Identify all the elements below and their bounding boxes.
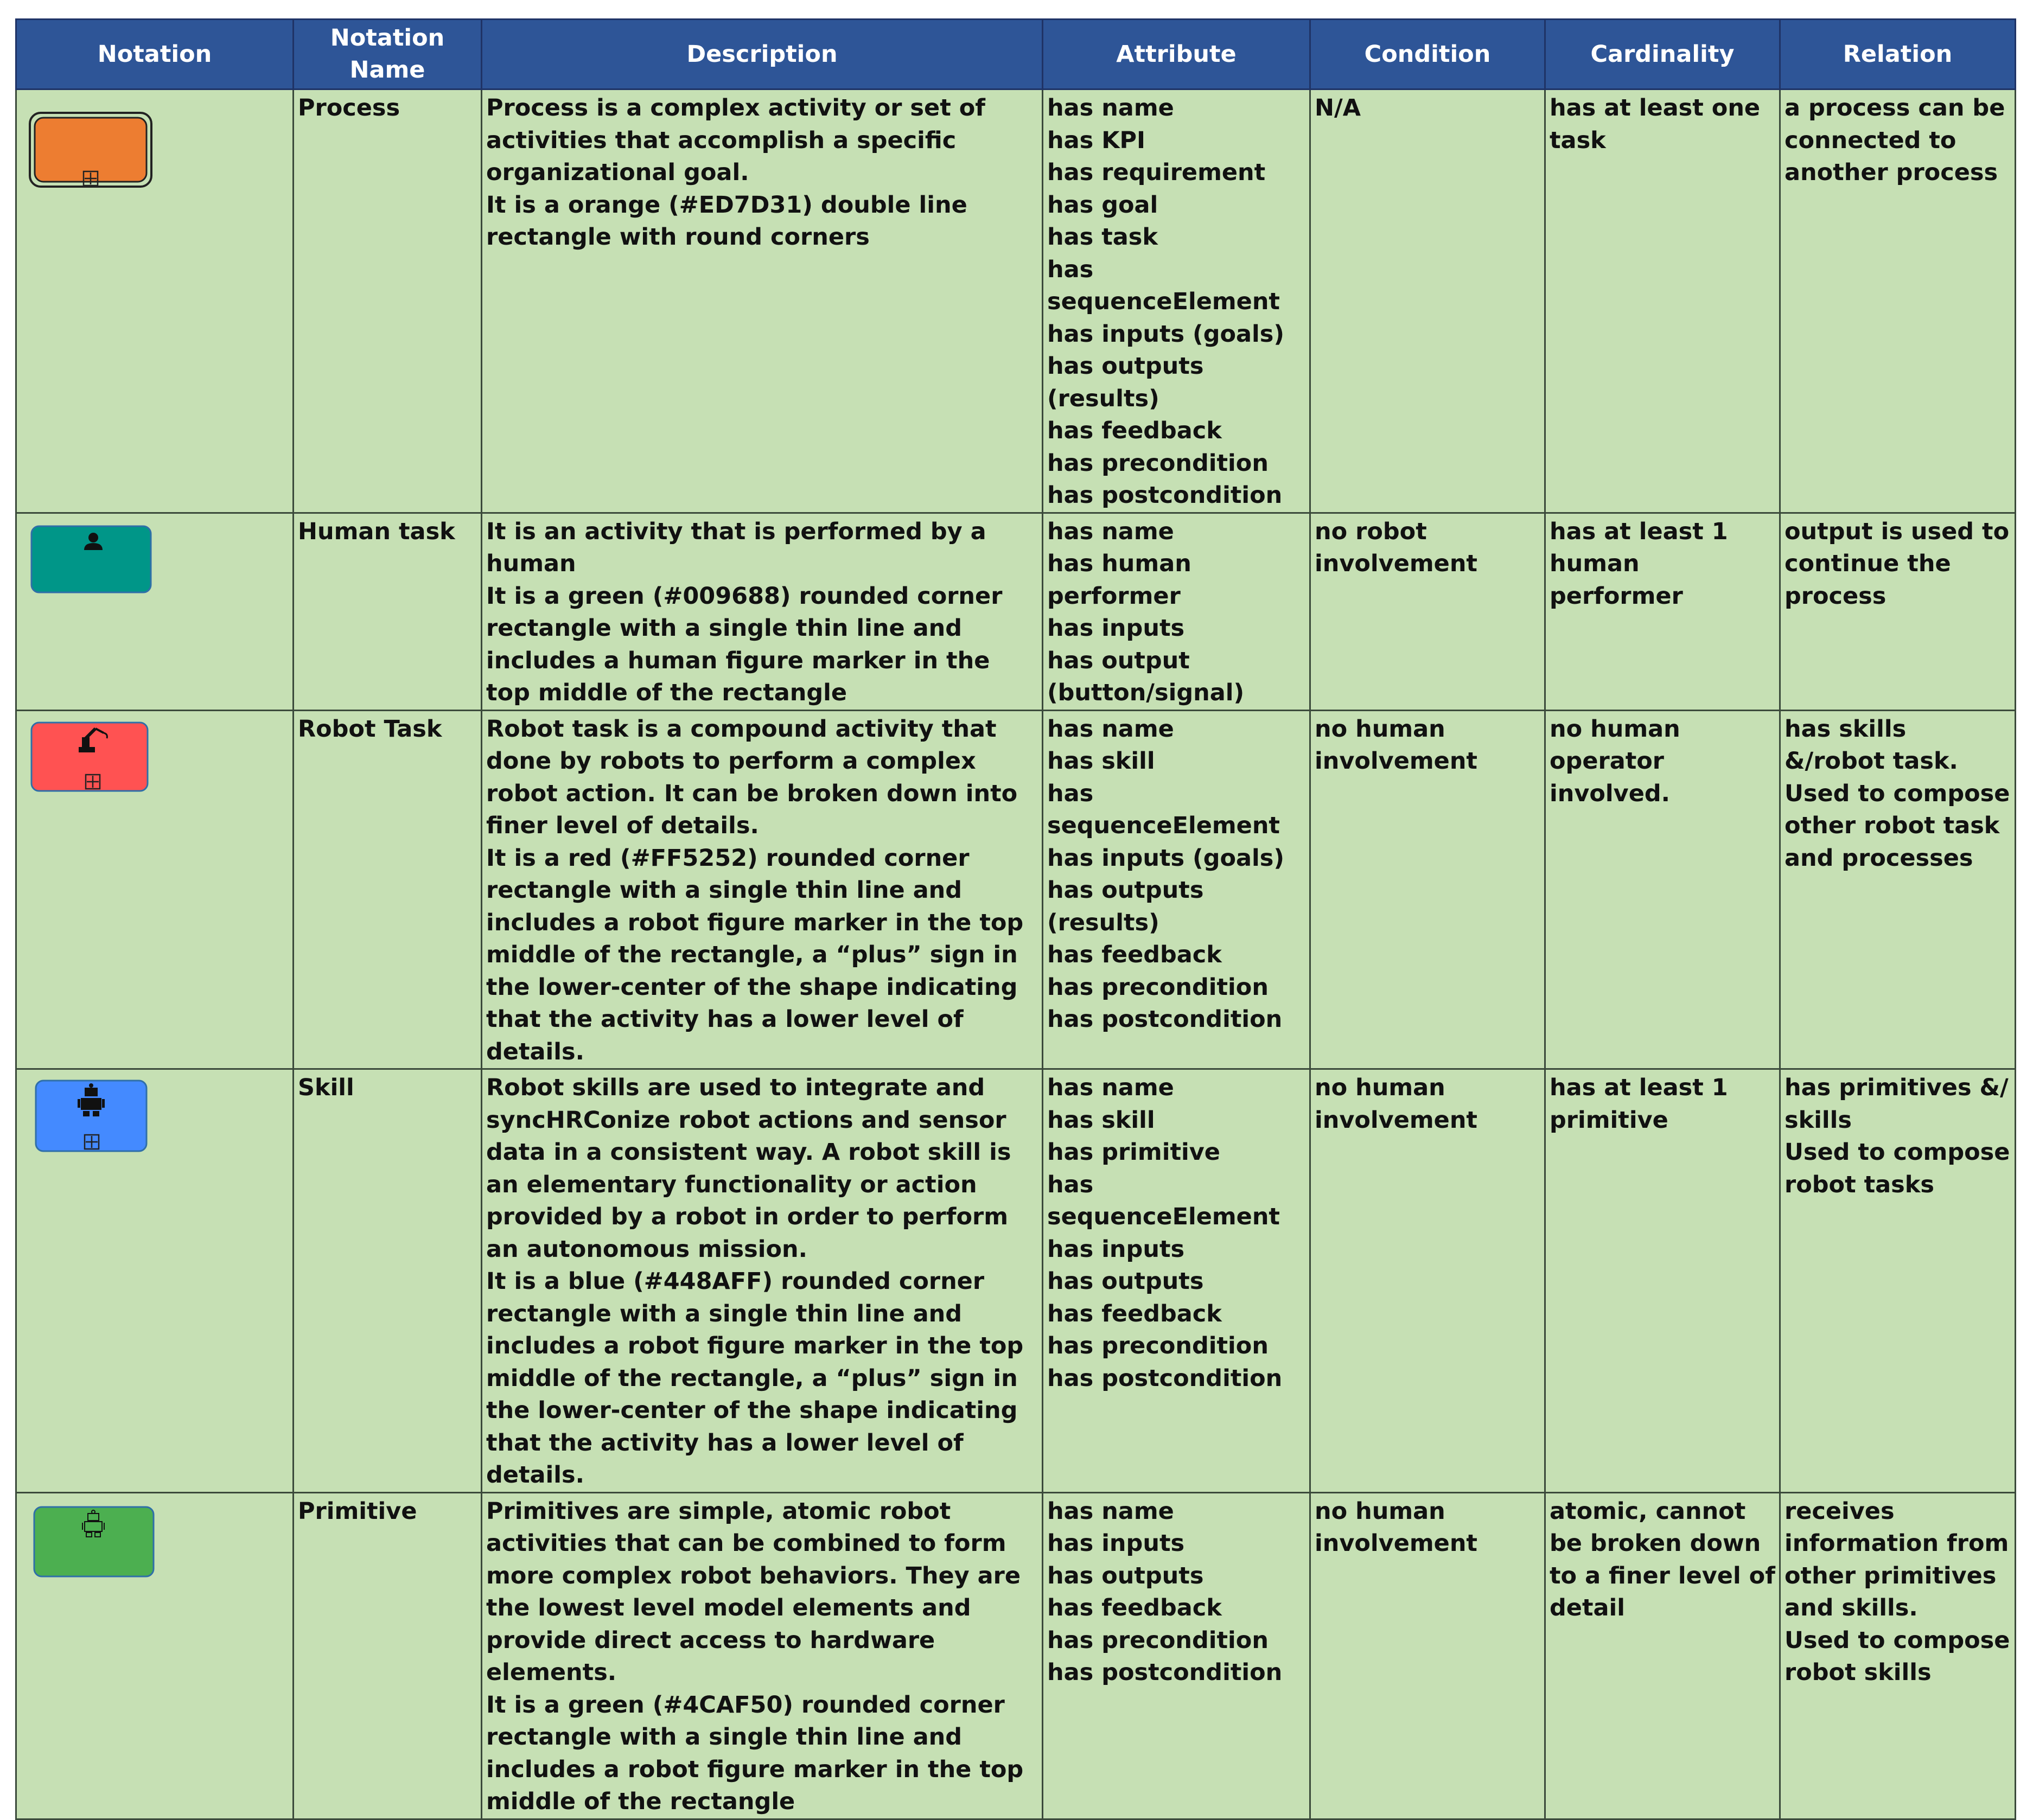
notation-cell [16, 1492, 294, 1819]
header-cardinality: Cardinality [1545, 20, 1780, 90]
robot-task-symbol [17, 721, 294, 802]
header-notation-name: Notation Name [294, 20, 482, 90]
header-row [16, 20, 2016, 90]
table-row [16, 90, 2016, 513]
description-cell: Robot skills are used to integrate and syncHRConize robot actions and sensor data in a consistent way. A robot skill is an elementary functionality or action provided by a robot in order to perform an autonomous mission. It is a blue (#448AFF) rounded corner rectangle with a single thin line and includes a robot figure marker in the top middle of the rectangle, a “plus” sign in the lower-center of the shape indicating that the activity has a lower level of details. [482, 1069, 1043, 1493]
notation-cell [16, 90, 294, 513]
description-cell: Primitives are simple, atomic robot activities that can be combined to form more complex robot behaviors. They are the lowest level model elements and provide direct access to hardware elements. It is a green (#4CAF50) rounded corner rectangle with a single thin line and includes a robot figure marker in the top middle of the rectangle [482, 1492, 1043, 1819]
condition-cell: no human involvement [1310, 710, 1545, 1069]
notation-name-cell: Skill [294, 1069, 482, 1493]
description-cell: It is an activity that is performed by a human It is a green (#009688) rounded corner rectangle with a single thin line and includes a human figure marker in the top middle of the rectangle [482, 513, 1043, 710]
table-row [16, 1492, 2016, 1819]
relation-cell: has primitives &/ skills Used to compose robot tasks [1780, 1069, 2016, 1493]
table-row [16, 513, 2016, 710]
table-row [16, 710, 2016, 1069]
cardinality-cell: has at least 1 primitive [1545, 1069, 1780, 1493]
relation-cell: receives information from other primitives and skills. Used to compose robot skills [1780, 1492, 2016, 1819]
condition-cell: no human involvement [1310, 1069, 1545, 1493]
condition-cell: N/A [1310, 90, 1545, 513]
relation-cell: a process can be connected to another process [1780, 90, 2016, 513]
human-task-symbol [17, 525, 294, 601]
notation-cell [16, 710, 294, 1069]
notation-table [15, 18, 2016, 1820]
notation-name-cell: Primitive [294, 1492, 482, 1819]
primitive-rect [34, 1507, 154, 1576]
header-attribute: Attribute [1043, 20, 1310, 90]
header-condition: Condition [1310, 20, 1545, 90]
description-cell: Robot task is a compound activity that done by robots to perform a complex robot action. It can be broken down into finer level of details. It is a red (#FF5252) rounded corner rectangle with a single thin line and includes a robot figure marker in the top middle of the rectangle, a “plus” sign in the lower-center of the shape indicating that the activity has a lower level of details. [482, 710, 1043, 1069]
attribute-cell: has name has KPI has requirement has goal has task has sequenceElement has inputs (goals) has outputs (results) has feedback has precondition has postcondition [1043, 90, 1310, 513]
cardinality-cell: has at least 1 human performer [1545, 513, 1780, 710]
notation-cell [16, 513, 294, 710]
notation-cell [16, 1069, 294, 1493]
attribute-cell: has name has skill has sequenceElement has inputs (goals) has outputs (results) has feedback has precondition has postcondition [1043, 710, 1310, 1069]
notation-name-cell: Human task [294, 513, 482, 710]
notation-name-cell: Robot Task [294, 710, 482, 1069]
header-notation: Notation [16, 20, 294, 90]
relation-cell: has skills &/robot task. Used to compose other robot task and processes [1780, 710, 2016, 1069]
process-inner-rect [35, 118, 146, 182]
cardinality-cell: has at least one task [1545, 90, 1780, 513]
skill-symbol [17, 1079, 294, 1160]
condition-cell: no robot involvement [1310, 513, 1545, 710]
header-description: Description [482, 20, 1043, 90]
relation-cell: output is used to continue the process [1780, 513, 2016, 710]
description-cell: Process is a complex activity or set of activities that accomplish a specific organizational goal. It is a orange (#ED7D31) double line rectangle with round corners [482, 90, 1043, 513]
process-symbol [17, 112, 294, 209]
cardinality-cell: atomic, cannot be broken down to a finer level of detail [1545, 1492, 1780, 1819]
notation-name-cell: Process [294, 90, 482, 513]
attribute-cell: has name has skill has primitive has sequenceElement has inputs has outputs has feedback has precondition has postcondition [1043, 1069, 1310, 1493]
header-relation: Relation [1780, 20, 2016, 90]
attribute-cell: has name has inputs has outputs has feedback has precondition has postcondition [1043, 1492, 1310, 1819]
condition-cell: no human involvement [1310, 1492, 1545, 1819]
primitive-symbol [17, 1505, 294, 1587]
cardinality-cell: no human operator involved. [1545, 710, 1780, 1069]
attribute-cell: has name has human performer has inputs has output (button/signal) [1043, 513, 1310, 710]
table-row [16, 1069, 2016, 1493]
